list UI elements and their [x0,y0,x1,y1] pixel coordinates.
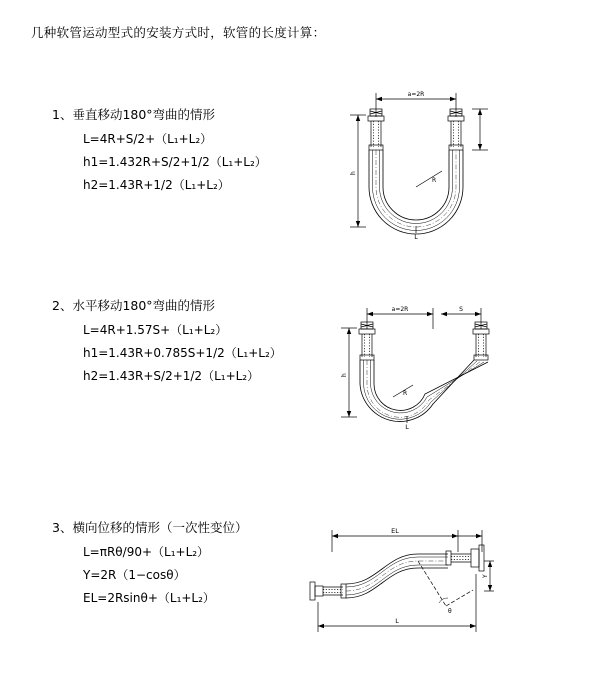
section-3-formula-2: Y=2R（1−cosθ） [83,568,186,582]
svg-text:h: h [341,373,348,377]
svg-text:a=2R: a=2R [407,91,425,98]
svg-text:L: L [405,423,409,431]
section-2-title: 2、水平移动180°弯曲的情形 [52,298,216,313]
svg-text:R: R [432,177,437,184]
svg-text:a=2R: a=2R [391,306,409,313]
section-2-formula-1: L=4R+1.57S+（L₁+L₂） [83,323,228,337]
section-2-formula-3: h2=1.43R+S/2+1/2（L₁+L₂） [83,369,260,383]
section-3-formula-1: L=πRθ/90+（L₁+L₂） [83,545,210,559]
section-1-title: 1、垂直移动180°弯曲的情形 [52,107,216,122]
section-2-formula-2: h1=1.43R+0.785S+1/2（L₁+L₂） [83,346,282,360]
section-1-formula-3: h2=1.43R+1/2（L₁+L₂） [83,178,230,192]
horizontal-180-bend-diagram [315,289,505,439]
svg-text:L: L [395,617,399,625]
svg-text:R: R [403,390,408,397]
svg-text:EL: EL [391,527,399,535]
svg-text:Y: Y [482,574,489,578]
section-1-formula-2: h1=1.432R+S/2+1/2（L₁+L₂） [83,155,267,169]
svg-text:θ: θ [448,608,452,615]
section-3-title: 3、横向位移的情形（一次性变位） [52,520,248,535]
svg-text:S: S [459,306,463,313]
intro-text: 几种软管运动型式的安装方式时，软管的长度计算： [31,25,326,40]
vertical-180-bend-diagram [320,75,500,255]
lateral-offset-diagram [298,518,498,648]
svg-text:L: L [414,233,418,241]
section-1-formula-1: L=4R+S/2+（L₁+L₂） [83,132,213,146]
svg-text:h: h [350,171,357,175]
section-3-formula-3: EL=2Rsinθ+（L₁+L₂） [83,591,215,605]
